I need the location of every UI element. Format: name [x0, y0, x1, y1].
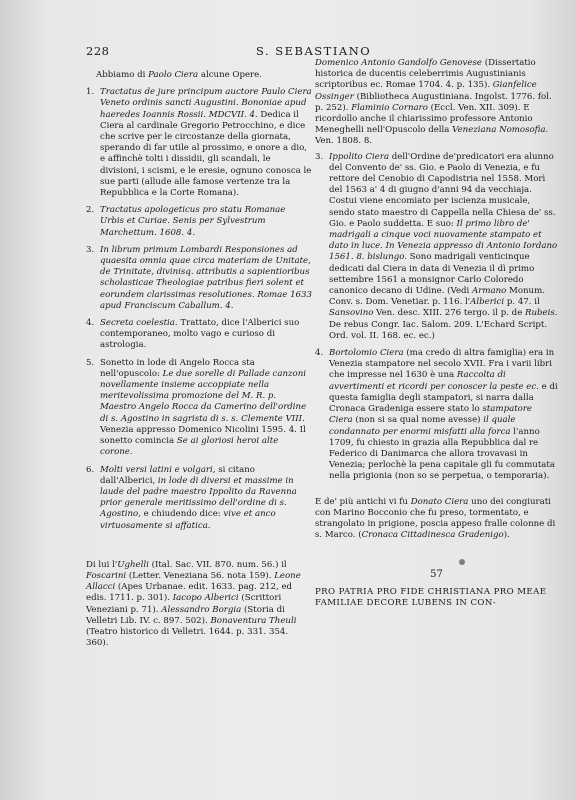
text-run: (Ital. Sac. VII. 870. num. 56.) il	[148, 559, 287, 570]
text-run: (Apes Urbanae. edit. 1633. pag. 212, ed edis. 1711. p. 301).	[86, 582, 293, 604]
intro-line	[86, 70, 312, 81]
text-run: (Scrittori Veneziani p. 71).	[86, 593, 282, 615]
text-run: e chiudendo dice:	[140, 509, 224, 520]
italic-text: Alberici	[470, 297, 505, 308]
text-run: Sono madrigali venticinque dedicati dal Ciera in data di Venezia il dì primo settembre 1561 a monsignor Carlo Coloredo canonico decano di Udine. (Vedi	[329, 252, 535, 297]
italic-text: Leone Allacci	[86, 570, 301, 593]
text-run: (Teatro historico di Velletri. 1644. p. 331. 354. 360).	[86, 626, 289, 649]
text-run: Monum. Conv. s. Dom. Venetiar. p. 116. l'	[329, 286, 545, 308]
item-number: 3.	[86, 244, 95, 255]
item-number: 3.	[315, 151, 324, 162]
italic-text: Il primo libro de' madrigali a cinque voci nuovamente stampato et dato in luce. In Venezia appresso di Antonio Iordano 1561. 8. bislungo.	[329, 218, 558, 263]
right-column	[315, 58, 558, 609]
continued-references	[315, 58, 558, 148]
list-item	[86, 205, 312, 239]
italic-text: Veneziana Nomosofia.	[452, 125, 549, 136]
text-run: alcune Opere.	[198, 70, 262, 80]
text-run: Dedica il Ciera al cardinale Gregorio Petrocchino, e dice che scrive per le circostanze della giornata, sperando di far utile al prossimo, e onore a dio, e affinchè tolti i dissidii, gli scandali, le divisioni, i scismi, e le eresie, ognuno conosca le sue parti (allude alle famose vertenze tra la Repubblica e la Corte Romana).	[100, 109, 312, 199]
italic-text: Se ai gloriosi heroi alte corone.	[100, 436, 279, 458]
italic-text: Flaminio Cornaro	[351, 102, 428, 113]
italic-text: Rubeis.	[525, 308, 558, 319]
italic-text: Bonaventura Theuli	[210, 615, 297, 626]
text-run: (ma credo di altra famiglia) era in Venezia stampatore nel secolo XVII. Fra i varii libri che impresse nel 1630 è una	[329, 348, 555, 381]
italic-text: Cronaca Cittadinesca Gradenigo	[361, 530, 504, 541]
italic-text: Sansovino	[329, 308, 374, 319]
italic-text: Donato Ciera	[410, 496, 469, 507]
item-number: 4.	[315, 348, 324, 359]
references-paragraph	[86, 560, 312, 650]
list-item	[86, 87, 312, 199]
running-title: S. SEBASTIANO	[256, 44, 372, 58]
list-item	[86, 465, 312, 532]
italic-text: stampatore Ciera	[329, 404, 533, 426]
text-run: ).	[503, 530, 510, 541]
text-run: Trattato, dice l'Alberici suo contemporaneo, molto vago e curioso di astrologia.	[100, 318, 300, 351]
signature-mark: 57	[430, 569, 443, 581]
text-run: (Eccl. Ven. XII. 309). E ricordollo anche il chiarissimo professore Antonio Meneghelli nell'Opuscolo della	[315, 102, 533, 136]
text-run: Sonetto in lode di Angelo Rocca sta nell'opuscolo:	[100, 357, 255, 379]
italic-text: Gianfelice Ossinger	[315, 80, 537, 102]
text-run: De rebus Congr. Iac. Salom. 209. L'Echard Script. Ord. vol. II. 168. ec. ec.)	[329, 319, 548, 341]
left-column	[86, 70, 312, 649]
italic-text: Foscarini	[86, 570, 127, 581]
italic-text: Secreta coelestia.	[100, 318, 178, 329]
list-item	[86, 245, 312, 312]
text-run: (Bibliotheca Augustiniana. Ingolst. 1776. fol. p. 252).	[315, 91, 552, 113]
text-run: E de' più antichi vi fu	[315, 496, 411, 507]
works-list-right	[315, 152, 558, 483]
text-run: (Letter. Veneziana 56. nota 159).	[126, 570, 275, 581]
text-run: uno dei congiurati con Marino Bocconio che fu preso, tormentato, e strangolato in prigione, poscia appeso fralle colonne di s. Marco. (	[315, 496, 556, 541]
item-number: 4.	[86, 318, 95, 329]
item-number: 2.	[86, 205, 95, 216]
text-run: Ven. desc. XIII. 276 tergo. il p. de	[373, 308, 526, 319]
italic-text: Alessandro Borgia	[161, 604, 242, 615]
italic-text: Tractatus apologeticus pro statu Romanae Urbis et Curiae. Senis per Sylvestrum Marchettum. 1608. 4.	[100, 205, 286, 238]
italic-text: Le due sorelle di Pallade canzoni novellamente insieme accoppiate nella meritevolissima promozione del M. R. p. Maestro Angelo Rocca da Camerino dell'ordine di s. Agostino in sagrista di s. s. Clemente VIII.	[100, 368, 307, 424]
text-run: (non si sa qual nome avesse)	[352, 415, 484, 426]
text-run: dell'Ordine de'predicatori era alunno del Convento de' ss. Gio. e Paolo di Venezia, e fu rettore del Cenobio di Capodistria nel 1558. Morì del 1563 a' 4 di giugno d'anni 94 da vecchiaja. Costui viene encomiato per iscienza musicale, sendo stato maestro di Cappella nella Chiesa de' ss. Gio. e Paolo suddetta. E suo:	[329, 151, 556, 229]
text-run: Venezia appresso Domenico Nicolini 1595. 4. Il sonetto comincia	[100, 424, 306, 447]
italic-text: Domenico Antonio Gandolfo Genovese	[315, 58, 482, 68]
text-run: e di questa famiglia degli stampatori, si narra dalla Cronaca Gradeniga essere stato lo	[329, 381, 558, 415]
text-run: Ven. 1808. 8.	[315, 136, 373, 147]
closing-paragraph	[315, 497, 558, 542]
italic-text: Bortolomio Ciera	[329, 348, 404, 359]
ink-blot	[459, 559, 465, 565]
italic-text: Armano	[472, 286, 507, 297]
italic-text: Iacopo Alberici	[172, 593, 239, 604]
item-number: 6.	[86, 464, 95, 475]
item-number: 1.	[86, 87, 95, 98]
italic-text: Tractatus de jure principum auctore Paulo Ciera Veneto ordinis sancti Augustini. Bononiae apud haeredes Ioannis Rossii. MDCVII. 4.	[100, 87, 312, 120]
list-item	[315, 152, 558, 342]
list-item	[86, 318, 312, 352]
item-number: 5.	[86, 357, 95, 368]
italic-text: Paolo Ciera	[148, 70, 199, 80]
text-run: Abbiamo di	[96, 70, 149, 80]
italic-text: vive et anco virtuosamente si affatica.	[100, 509, 276, 531]
works-list-left	[86, 87, 312, 532]
text-run: si citano dall'Alberici,	[100, 464, 255, 486]
text-run: p. 47. il	[504, 297, 540, 308]
italic-text: Raccolta di avvertimenti et ricordi per conoscer la peste ec.	[329, 370, 539, 392]
page-number: 228	[86, 44, 110, 58]
text-run: l'anno 1709, fu chiesto in grazia alla Repubblica dal re Federico di Danimarca che allora trovavasi in Venezia; perlochè la pena capitale gli fu commutata nella prigionia (non so se perpetua, o temporaria).	[329, 426, 555, 482]
italic-text: Molti versi latini e volgari,	[100, 464, 216, 475]
italic-text: Ughelli	[117, 559, 149, 570]
italic-text: in lode di diversi et massime in laude del padre maestro Ippolito da Ravenna prior generale meritissimo dell'ordine di s. Agostino,	[100, 475, 297, 520]
italic-text: il quale condannato per enormi misfatti alla forca	[329, 415, 516, 437]
text-run: (Storia di Velletri Lib. IV. c. 897. 502).	[86, 604, 285, 626]
list-item	[86, 358, 312, 459]
text-run: Di lui l'	[86, 559, 118, 570]
text-run: (Dissertatio historica de ducentis celeberrimis Augustinianis scriptoribus ec. Romae 1704. 4. p. 135).	[315, 58, 536, 91]
list-item	[315, 348, 558, 482]
italic-text: Ippolito Ciera	[329, 151, 390, 162]
inscription-line: PRO PATRIA PRO FIDE CHRISTIANA PRO MEAE FAMILIAE DECORE LUBENS IN CON-	[315, 586, 547, 608]
italic-text: In librum primum Lombardi Responsiones ad quaesita omnia quae circa materiam de Unitate, de Trinitate, divinisq. attributis a sapientioribus scholasticae Theologiae patribus fieri solent et eorundem clarissimas resolutiones. Romae 1633 apud Franciscum Caballum. 4.	[100, 244, 312, 311]
